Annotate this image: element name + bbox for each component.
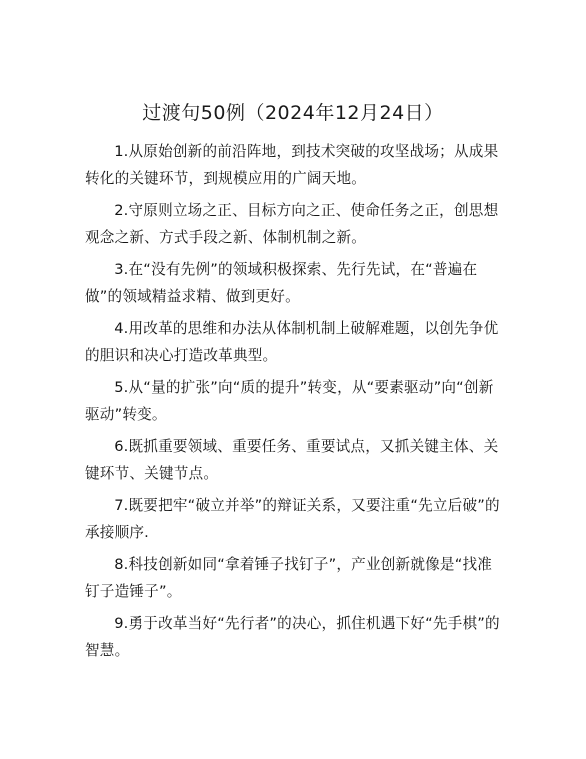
document-title: 过渡句50例（2024年12月24日） (142, 102, 444, 124)
example-item-7: 7.既要把牢“破立并举”的辩证关系，又要注重“先立后破”的承接顺序. (85, 497, 500, 541)
example-item-5: 5.从“量的扩张”向“质的提升”转变，从“要素驱动”向“创新驱动”转变。 (85, 379, 494, 423)
example-list (85, 138, 501, 669)
example-item-2: 2.守原则立场之正、目标方向之正、使命任务之正，创思想观念之新、方式手段之新、体制机制之新。 (85, 202, 499, 246)
example-item-4: 4.用改革的思维和办法从体制机制上破解难题，以创先争优的胆识和决心打造改革典型。 (85, 320, 499, 364)
example-item-6: 6.既抓重要领域、重要任务、重要试点，又抓关键主体、关键环节、关键节点。 (85, 438, 499, 482)
example-item-8: 8.科技创新如同“拿着锤子找钉子”，产业创新就像是“找准钉子造锤子”。 (85, 556, 493, 600)
example-item-3: 3.在“没有先例”的领域积极探索、先行先试，在“普遍在做”的领域精益求精、做到更好。 (85, 261, 478, 305)
example-item-9: 9.勇于改革当好“先行者”的决心，抓住机遇下好“先手棋”的智慧。 (85, 615, 500, 659)
example-item-1: 1.从原始创新的前沿阵地，到技术突破的攻坚战场；从成果转化的关键环节，到规模应用的广阔天地。 (85, 143, 499, 187)
